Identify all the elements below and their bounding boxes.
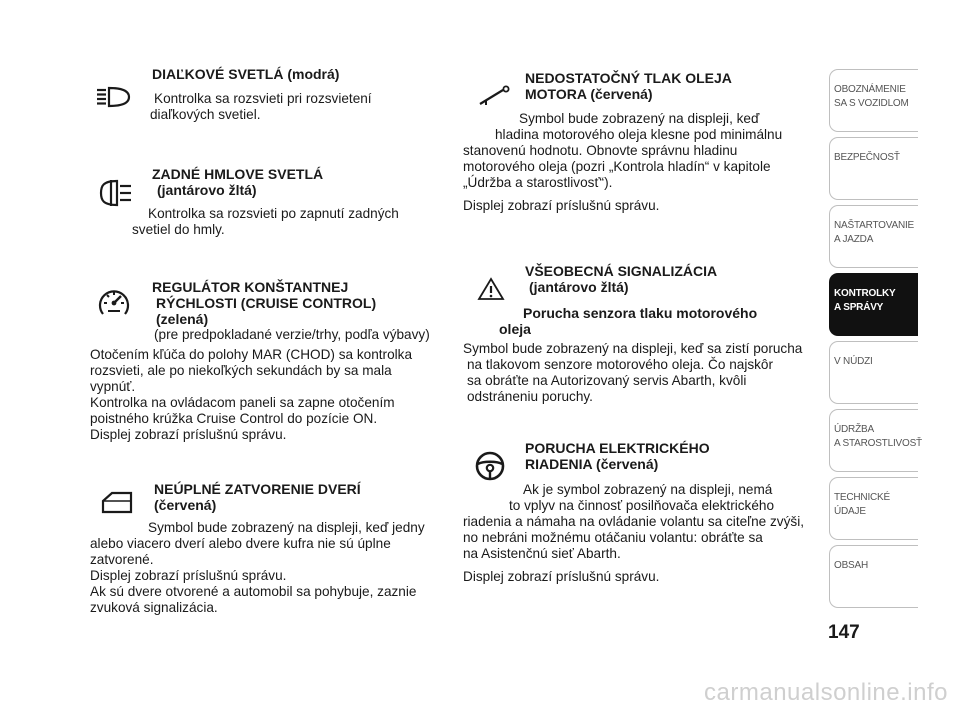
steering-text-6: Displej zobrazí príslušnú správu. xyxy=(463,569,660,584)
tab-udrzba[interactable] xyxy=(829,409,922,472)
cruise-text-6: Displej zobrazí príslušnú správu. xyxy=(90,427,287,442)
warning-subtitle-2: oleja xyxy=(499,321,531,337)
high-beam-entry xyxy=(90,66,440,123)
cruise-text-4: Kontrolka na ovládacom paneli sa zapne otočením xyxy=(90,395,395,410)
power-steering-entry xyxy=(463,440,818,585)
tab-label-line-1: KONTROLKY xyxy=(834,288,896,299)
tab-label-line-2: SA S VOZIDLOM xyxy=(834,98,909,109)
cruise-control-entry xyxy=(90,279,440,443)
door-open-icon xyxy=(98,490,134,514)
cruise-text-2: rozsvieti, ale po niekoľkých sekundách by sa mala xyxy=(90,363,392,378)
oil-pressure-icon xyxy=(477,84,513,106)
warning-subtitle-1: Porucha senzora tlaku motorového xyxy=(523,305,758,321)
tab-oboznamenie[interactable] xyxy=(829,69,918,132)
high-beam-icon xyxy=(95,84,137,110)
tab-label-line-1: TECHNICKÉ xyxy=(834,492,890,503)
tab-label-line-2: A STAROSTLIVOSŤ xyxy=(834,438,922,449)
tab-label-line-1: ÚDRŽBA xyxy=(834,424,874,435)
warning-text-3: sa obráťte na Autorizovaný servis Abarth, kvôli xyxy=(467,373,747,388)
tab-obsah[interactable] xyxy=(829,545,918,608)
tab-bezpecnost[interactable] xyxy=(829,137,918,200)
door-text-4: Displej zobrazí príslušnú správu. xyxy=(90,568,287,583)
tab-technicke-udaje[interactable] xyxy=(829,477,918,540)
tab-label-line-1: OBSAH xyxy=(834,560,869,571)
cruise-note: (pre predpokladané verzie/trhy, podľa výbavy) xyxy=(154,327,430,342)
cruise-text-5: poistného krúžka Cruise Control do pozície ON. xyxy=(90,411,378,426)
rear-fog-light-icon xyxy=(97,178,133,208)
oil-title-2: MOTORA (červená) xyxy=(525,86,653,102)
oil-text-4: motorového oleja (pozri „Kontrola hladín“ v kapitole xyxy=(463,159,771,174)
oil-text-3: stanovenú hodnotu. Obnovte správnu hladinu xyxy=(463,143,738,158)
door-title-2: (červená) xyxy=(154,497,217,513)
warning-title-2: (jantárovo žltá) xyxy=(529,279,629,295)
cruise-title-1: REGULÁTOR KONŠTANTNEJ xyxy=(152,279,349,295)
steering-text-1: Ak je symbol zobrazený na displeji, nemá xyxy=(523,482,773,497)
oil-text-5: „Údržba a starostlivosť“). xyxy=(463,175,613,190)
general-warning-entry xyxy=(463,263,818,405)
oil-pressure-entry xyxy=(463,70,818,214)
cruise-text-3: vypnúť. xyxy=(90,379,136,394)
rear-fog-text-2: svetiel do hmly. xyxy=(132,222,225,237)
high-beam-text-2: diaľkových svetiel. xyxy=(150,107,261,122)
steering-title-1: PORUCHA ELEKTRICKÉHO xyxy=(525,440,710,456)
warning-text-2: na tlakovom senzore motorového oleja. Čo najskôr xyxy=(467,357,774,372)
cruise-title-2: RÝCHLOSTI (CRUISE CONTROL) xyxy=(156,295,377,311)
rear-fog-entry xyxy=(90,166,440,238)
tab-label-line-2: ÚDAJE xyxy=(834,506,866,517)
door-open-entry xyxy=(90,481,440,616)
rear-fog-title-1: ZADNÉ HMLOVE SVETLÁ xyxy=(152,166,324,182)
oil-title-1: NEDOSTATOČNÝ TLAK OLEJA xyxy=(525,70,732,86)
cruise-control-icon xyxy=(94,283,134,323)
oil-text-2: hladina motorového oleja klesne pod minimálnu xyxy=(495,127,783,142)
door-title-1: NEÚPLNÉ ZATVORENIE DVERÍ xyxy=(154,481,361,497)
warning-text-1: Symbol bude zobrazený na displeji, keď sa zistí porucha xyxy=(463,341,803,356)
steering-text-4: no nebráni možnému otáčaniu volantu: obráťte sa xyxy=(463,530,763,545)
steering-text-5: na Asistenčnú sieť Abarth. xyxy=(463,546,621,561)
steering-wheel-icon xyxy=(474,450,506,482)
tab-label-line-2: A SPRÁVY xyxy=(834,302,884,313)
steering-title-2: RIADENIA (červená) xyxy=(525,456,659,472)
steering-text-3: riadenia a námaha na ovládanie volantu sa citeľne zvýši, xyxy=(463,514,804,529)
cruise-title-3: (zelená) xyxy=(156,311,209,327)
steering-text-2: to vplyv na činnosť posilňovača elektrického xyxy=(509,498,775,513)
tab-label-line-1: BEZPEČNOSŤ xyxy=(834,152,900,163)
cruise-text-1: Otočením kľúča do polohy MAR (CHOD) sa kontrolka xyxy=(90,347,413,362)
tab-label-line-2: A JAZDA xyxy=(834,234,874,245)
tab-kontrolky[interactable] xyxy=(829,273,918,336)
oil-text-6: Displej zobrazí príslušnú správu. xyxy=(463,198,660,213)
tab-nastartovanie[interactable] xyxy=(829,205,918,268)
warning-title-1: VŠEOBECNÁ SIGNALIZÁCIA xyxy=(525,263,718,279)
oil-text-1: Symbol bude zobrazený na displeji, keď xyxy=(519,111,760,126)
warning-text-4: odstráneniu poruchy. xyxy=(467,389,593,404)
high-beam-title: DIAĽKOVÉ SVETLÁ (modrá) xyxy=(152,66,340,82)
door-text-1: Symbol bude zobrazený na displeji, keď jedny xyxy=(148,520,425,535)
tab-label-line-1: OBOZNÁMENIE xyxy=(834,84,906,95)
door-text-2: alebo viacero dverí alebo dvere kufra nie sú úplne xyxy=(90,536,391,551)
high-beam-text-1: Kontrolka sa rozsvieti pri rozsvietení xyxy=(154,91,372,106)
door-text-3: zatvorené. xyxy=(90,552,154,567)
tab-label-line-1: NAŠTARTOVANIE xyxy=(834,220,915,231)
rear-fog-text-1: Kontrolka sa rozsvieti po zapnutí zadných xyxy=(148,206,399,221)
door-text-6: zvuková signalizácia. xyxy=(90,600,218,615)
watermark: carmanualsonline.info xyxy=(704,679,948,706)
page-number: 147 xyxy=(828,622,860,643)
rear-fog-title-2: (jantárovo žltá) xyxy=(157,182,257,198)
warning-triangle-icon xyxy=(477,277,505,301)
tab-v-nudzi[interactable] xyxy=(829,341,918,404)
door-text-5: Ak sú dvere otvorené a automobil sa pohybuje, zaznie xyxy=(90,584,417,599)
tab-label-line-1: V NÚDZI xyxy=(834,356,873,367)
